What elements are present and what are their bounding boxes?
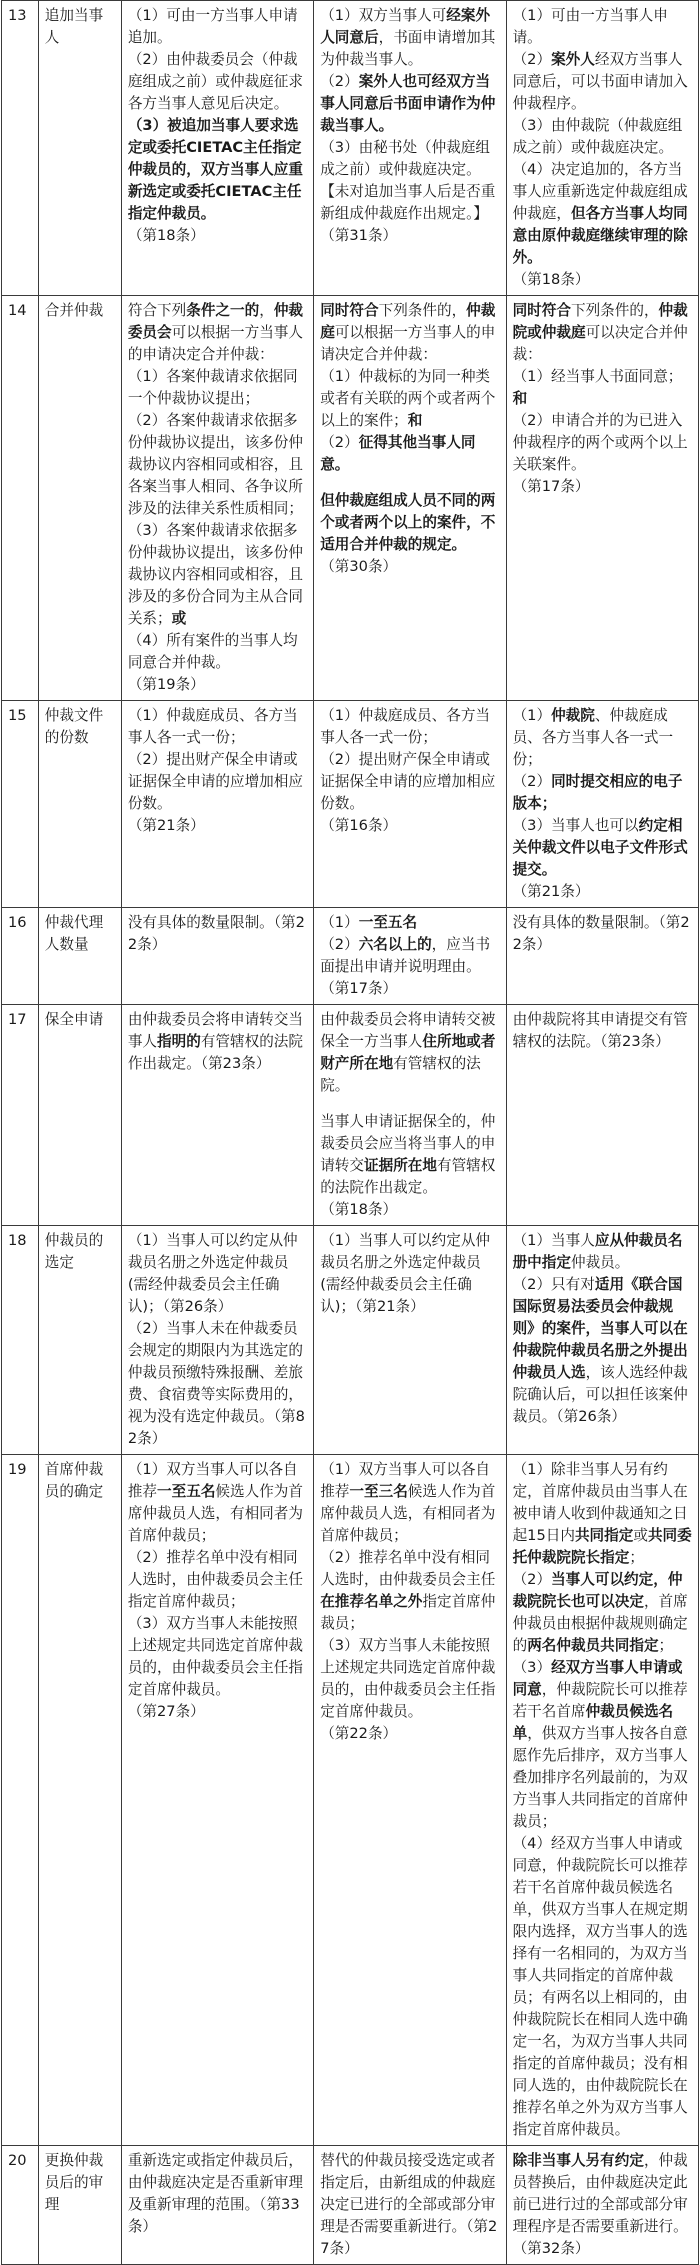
emphasized-text: 仲裁委员会 xyxy=(127,302,304,341)
clause-text: （第18条） xyxy=(127,227,205,244)
clause-text: ，仲裁员替换后，由仲裁庭决定此前已进行过的全部或部分审理程序是否需要重新进行。（第32条） xyxy=(512,2152,688,2257)
clause-text: 有管辖权的法院。 xyxy=(320,1055,481,1094)
clause-text: 或 xyxy=(633,1527,648,1544)
rule-column-2-cell xyxy=(314,908,506,1005)
clause-text: （1）当事人 xyxy=(512,1232,595,1249)
clause-paragraph xyxy=(320,490,499,556)
clause-text: 可以根据一方当事人的申请决定合并仲裁： xyxy=(320,324,496,363)
clause-paragraph xyxy=(128,1230,307,1318)
clause-paragraph xyxy=(513,115,692,159)
clause-text: 符合下列 xyxy=(127,302,187,319)
row-number: 16 xyxy=(2,908,39,1005)
clause-paragraph xyxy=(128,1318,307,1450)
clause-paragraph xyxy=(513,2150,692,2260)
clause-paragraph xyxy=(128,366,307,410)
clause-text: （4）所有案件的当事人均同意合并仲裁。 xyxy=(127,632,298,671)
emphasized-text: 住所地或者财产所在地 xyxy=(320,1033,496,1072)
row-topic: 合并仲裁 xyxy=(38,296,121,701)
row-topic: 更换仲裁员后的审理 xyxy=(38,2146,121,2265)
clause-paragraph xyxy=(513,1274,692,1428)
clause-paragraph xyxy=(128,1701,307,1723)
clause-text: （1）双方当事人可以各自推荐 xyxy=(320,1461,491,1500)
clause-paragraph xyxy=(128,815,307,837)
clause-paragraph xyxy=(320,300,499,366)
clause-paragraph xyxy=(513,705,692,771)
clause-text: 重新选定或指定仲裁员后，由仲裁庭决定是否重新审理及重新审理的范围。（第33条） xyxy=(127,2152,303,2235)
clause-text: 由仲裁委员会将申请转交当事人 xyxy=(127,1011,303,1050)
clause-text: （1）除非当事人另有约定，首席仲裁员由当事人在被申请人收到仲裁通知之日起15日内 xyxy=(512,1461,688,1544)
clause-paragraph xyxy=(513,410,692,476)
clause-text: （第27条） xyxy=(127,1703,205,1720)
clause-paragraph xyxy=(320,1547,499,1635)
clause-paragraph xyxy=(128,225,307,247)
clause-text: 指定首席仲裁员； xyxy=(320,1593,496,1632)
clause-paragraph xyxy=(513,912,692,956)
clause-text: （3）双方当事人未能按照上述规定共同选定首席仲裁员的，由仲裁委员会主任指定首席仲裁员。 xyxy=(320,1637,496,1720)
clause-text: （2）提出财产保全申请或证据保全申请的应增加相应份数。 xyxy=(127,751,303,812)
clause-paragraph xyxy=(513,1459,692,1569)
clause-paragraph xyxy=(128,1547,307,1613)
clause-paragraph xyxy=(513,1230,692,1274)
clause-text: （1）双方当事人可以各自推荐 xyxy=(127,1461,298,1500)
clause-paragraph xyxy=(320,934,499,978)
clause-paragraph xyxy=(320,1199,499,1221)
clause-text: ， xyxy=(259,302,274,319)
clause-paragraph xyxy=(320,556,499,578)
clause-text: （4）经双方当事人申请或同意，仲裁院院长可以推荐若干名首席仲裁员候选名单，供双方当事人在规定期限内选择，双方当事人的选择有一名相同的，为双方当事人共同指定的首席仲裁员；有两名以上相同的，由仲裁院院长在相同人选中确定一名，为双方当事人共同指定的首席仲裁员；没有相同人选的，由仲裁院院长在推荐名单之外为双方当事人指定首席仲裁员。 xyxy=(512,1835,688,2138)
rule-column-1-cell xyxy=(121,1455,313,2146)
rules-comparison-table xyxy=(1,0,699,2265)
clause-paragraph xyxy=(128,520,307,630)
clause-paragraph xyxy=(513,771,692,815)
clause-paragraph xyxy=(320,432,499,476)
clause-text: （第17条） xyxy=(320,980,398,997)
clause-paragraph xyxy=(513,269,692,291)
clause-text: 有管辖权的法院作出裁定。 xyxy=(320,1157,496,1196)
rule-column-3-cell xyxy=(506,701,698,908)
row-topic: 仲裁文件的份数 xyxy=(38,701,121,908)
row-topic: 保全申请 xyxy=(38,1005,121,1226)
clause-text: （1） xyxy=(320,914,359,931)
emphasized-text: 征得其他当事人同意。 xyxy=(320,434,476,473)
clause-paragraph xyxy=(513,300,692,366)
clause-paragraph xyxy=(320,749,499,815)
clause-text: （1）可由一方当事人申请追加。 xyxy=(127,7,298,46)
clause-text: （2）推荐名单中没有相同人选时，由仲裁委员会主任 xyxy=(320,1549,496,1588)
clause-paragraph xyxy=(128,1009,307,1075)
row-number: 19 xyxy=(2,1455,39,2146)
clause-text: 可以根据一方当事人的申请决定合并仲裁： xyxy=(127,324,303,363)
clause-text: （2）申请合并的为已进入仲裁程序的两个或两个以上关联案件。 xyxy=(512,412,688,473)
clause-paragraph xyxy=(128,705,307,749)
emphasized-text: 仲裁院 xyxy=(551,707,595,724)
clause-text: （2）推荐名单中没有相同人选时，由仲裁委员会主任指定首席仲裁员； xyxy=(127,1549,303,1610)
emphasized-text: 六名以上的 xyxy=(358,936,432,953)
emphasized-text: 同时符合 xyxy=(512,302,571,319)
clause-text: （2） xyxy=(320,936,359,953)
clause-paragraph xyxy=(513,366,692,388)
clause-paragraph xyxy=(128,300,307,366)
clause-paragraph xyxy=(128,410,307,520)
clause-paragraph xyxy=(320,366,499,432)
rule-column-3-cell xyxy=(506,1,698,296)
clause-paragraph xyxy=(320,225,499,247)
emphasized-text: 案外人也可经双方当事人同意后书面申请作为仲裁当事人。 xyxy=(320,73,496,134)
table-row xyxy=(2,701,699,908)
emphasized-text: 证据所在地 xyxy=(364,1157,437,1174)
clause-text: 可以决定合并仲裁： xyxy=(512,324,688,363)
clause-text: （1）仲裁庭成员、各方当事人各一式一份； xyxy=(320,707,491,746)
clause-text: ，供双方当事人按各自意愿作先后排序，双方当事人叠加排序名列最前的，为双方当事人共同指定的首席仲裁员； xyxy=(512,1725,688,1830)
clause-paragraph xyxy=(320,1635,499,1723)
table-row xyxy=(2,2146,699,2265)
clause-text: （2）当事人未在仲裁委员会规定的期限内为其选定的仲裁员预缴特殊报酬、差旅费、食宿费等实际费用的，视为没有选定仲裁员。（第82条） xyxy=(127,1320,305,1447)
clause-paragraph xyxy=(128,912,307,956)
clause-text: （1）可由一方当事人申请。 xyxy=(512,7,668,46)
clause-paragraph xyxy=(320,1111,499,1199)
clause-paragraph xyxy=(513,1569,692,1657)
clause-paragraph xyxy=(320,1009,499,1097)
emphasized-text: （3）被追加当事人要求选定或委托CIETAC主任指定仲裁员的，双方当事人应重新选定或委托CIETAC主任指定仲裁员。 xyxy=(127,117,303,222)
rule-column-3-cell xyxy=(506,1455,698,2146)
clause-text: （3）双方当事人未能按照上述规定共同选定首席仲裁员的，由仲裁委员会主任指定首席仲裁员。 xyxy=(127,1615,303,1698)
rule-column-2-cell xyxy=(314,296,506,701)
rule-column-3-cell xyxy=(506,296,698,701)
table-body xyxy=(2,1,699,2265)
emphasized-text: 经案外人同意后 xyxy=(320,7,491,46)
clause-text: 有管辖权的法院作出裁定。（第23条） xyxy=(127,1033,303,1072)
rule-column-1-cell xyxy=(121,296,313,701)
clause-paragraph xyxy=(513,159,692,269)
clause-text: （2）由仲裁委员会（仲裁庭组成之前）或仲裁庭征求各方当事人意见后决定。 xyxy=(127,51,303,112)
emphasized-text: 除非当事人另有约定 xyxy=(512,2152,644,2169)
clause-text: （第21条） xyxy=(512,883,590,900)
rule-column-1-cell xyxy=(121,1005,313,1226)
emphasized-text: 或 xyxy=(171,610,187,627)
clause-text: 由仲裁委员会将申请转交被保全一方当事人 xyxy=(320,1011,496,1050)
emphasized-text: 共同委托仲裁院院长指定 xyxy=(512,1527,692,1566)
clause-text: （3）由秘书处（仲裁庭组成之前）或仲裁庭决定。 xyxy=(320,139,491,178)
clause-text: （1）双方当事人可 xyxy=(320,7,447,24)
row-number: 15 xyxy=(2,701,39,908)
clause-text: （3）由仲裁院（仲裁庭组成之前）或仲裁庭决定。 xyxy=(512,117,683,156)
clause-text: （1）各案仲裁请求依据同一个仲裁协议提出； xyxy=(127,368,298,407)
emphasized-text: 但各方当事人均同意由原仲裁庭继续审理的除外。 xyxy=(512,205,688,266)
clause-paragraph xyxy=(128,5,307,49)
clause-text: （第17条） xyxy=(512,478,590,495)
clause-text: （第22条） xyxy=(320,1725,398,1742)
clause-text: （第19条） xyxy=(127,676,205,693)
clause-text: 经双方当事人同意后，可以书面申请加入仲裁程序。 xyxy=(512,51,688,112)
clause-paragraph xyxy=(128,49,307,115)
rule-column-3-cell xyxy=(506,908,698,1005)
row-topic: 仲裁员的选定 xyxy=(38,1226,121,1455)
clause-text: 没有具体的数量限制。（第22条） xyxy=(512,914,690,953)
emphasized-text: 同时提交相应的电子版本； xyxy=(512,773,683,812)
clause-text: （3）当事人也可以 xyxy=(512,817,639,834)
clause-paragraph xyxy=(128,2150,307,2238)
clause-text: 仲裁员。 xyxy=(570,1254,630,1271)
row-topic: 仲裁代理人数量 xyxy=(38,908,121,1005)
rule-column-1-cell xyxy=(121,2146,313,2265)
emphasized-text: 共同指定 xyxy=(574,1527,634,1544)
clause-paragraph xyxy=(320,2150,499,2260)
rule-column-2-cell xyxy=(314,1005,506,1226)
emphasized-text: 仲裁庭 xyxy=(320,302,496,341)
clause-text: （1）经当事人书面同意； xyxy=(512,368,683,385)
clause-text: ； xyxy=(629,1549,644,1566)
emphasized-text: 一至三名 xyxy=(349,1483,408,1500)
clause-text: （2）只有对 xyxy=(512,1276,595,1293)
clause-paragraph xyxy=(513,388,692,410)
clause-paragraph xyxy=(513,1833,692,2141)
clause-text: （1）当事人可以约定从仲裁员名册之外选定仲裁员(需经仲裁委员会主任确认)；（第26条） xyxy=(127,1232,298,1315)
row-topic: 追加当事人 xyxy=(38,1,121,296)
clause-text: ，应当书面提出申请并说明理由。 xyxy=(320,936,491,975)
clause-text: 候选人作为首席仲裁员人选，有相同者为首席仲裁员； xyxy=(320,1483,496,1544)
emphasized-text: 当事人可以约定，仲裁院院长也可以决定 xyxy=(512,1571,683,1610)
rule-column-3-cell xyxy=(506,2146,698,2265)
clause-text: （1）当事人可以约定从仲裁员名册之外选定仲裁员(需经仲裁委员会主任确认)；（第21条） xyxy=(320,1232,491,1315)
emphasized-text: 和 xyxy=(407,412,423,429)
clause-paragraph xyxy=(320,5,499,71)
rule-column-3-cell xyxy=(506,1226,698,1455)
clause-text: （2） xyxy=(512,51,552,68)
rule-column-1-cell xyxy=(121,1226,313,1455)
clause-text: （3）各案仲裁请求依据多份仲裁协议提出，该多份仲裁协议内容相同或相容，且涉及的多份合同为主从合同关系； xyxy=(127,522,303,627)
emphasized-text: 适用《联合国国际贸易法委员会仲裁规则》的案件，当事人可以在仲裁院仲裁员名册之外提出仲裁员人选 xyxy=(512,1276,688,1381)
emphasized-text: 案外人 xyxy=(551,51,595,68)
clause-paragraph xyxy=(320,181,499,225)
emphasized-text: 和 xyxy=(512,390,528,407)
clause-text: （1）仲裁庭成员、各方当事人各一式一份； xyxy=(127,707,298,746)
clause-paragraph xyxy=(513,815,692,881)
clause-paragraph xyxy=(320,1459,499,1547)
clause-paragraph xyxy=(320,1723,499,1745)
clause-text: ，该人选经仲裁院确认后，可以担任该案仲裁员。（第26条） xyxy=(512,1364,688,1425)
clause-text: 由仲裁院将其申请提交有管辖权的法院。（第23条） xyxy=(512,1011,688,1050)
rule-column-1-cell xyxy=(121,908,313,1005)
clause-text: ，仲裁院院长可以推荐若干名首席 xyxy=(512,1681,688,1720)
clause-text: （1） xyxy=(512,707,552,724)
clause-text: 下列条件的， xyxy=(378,302,467,319)
clause-text: （2） xyxy=(320,434,359,451)
clause-text: （第30条） xyxy=(320,558,398,575)
table-row xyxy=(2,1005,699,1226)
clause-text: （1）仲裁标的为同一种类或者有关联的两个或者两个以上的案件； xyxy=(320,368,496,429)
row-number: 17 xyxy=(2,1005,39,1226)
clause-paragraph xyxy=(320,71,499,137)
emphasized-text: 在推荐名单之外 xyxy=(320,1593,423,1610)
table-row xyxy=(2,296,699,701)
clause-text: 当事人申请证据保全的，仲裁委员会应当将当事人的申请转交 xyxy=(320,1113,496,1174)
clause-paragraph xyxy=(128,115,307,225)
clause-paragraph xyxy=(513,881,692,903)
emphasized-text: 同时符合 xyxy=(320,302,379,319)
emphasized-text: 一至五名 xyxy=(157,1483,216,1500)
clause-text: （2）提出财产保全申请或证据保全申请的应增加相应份数。 xyxy=(320,751,496,812)
row-number: 14 xyxy=(2,296,39,701)
clause-text: ； xyxy=(658,1637,674,1654)
emphasized-text: 条件之一的 xyxy=(186,302,260,319)
row-topic: 首席仲裁员的确定 xyxy=(38,1455,121,2146)
clause-text: （第18条） xyxy=(320,1201,398,1218)
table-row xyxy=(2,908,699,1005)
rule-column-3-cell xyxy=(506,1005,698,1226)
clause-text: （3） xyxy=(512,1659,552,1676)
clause-paragraph xyxy=(320,815,499,837)
clause-text: 候选人作为首席仲裁员人选，有相同者为首席仲裁员； xyxy=(127,1483,303,1544)
emphasized-text: 两名仲裁员共同指定 xyxy=(527,1637,659,1654)
clause-text: （第18条） xyxy=(512,271,590,288)
clause-paragraph xyxy=(128,630,307,674)
table-row xyxy=(2,1226,699,1455)
rule-column-2-cell xyxy=(314,2146,506,2265)
rule-column-2-cell xyxy=(314,1226,506,1455)
emphasized-text: 约定相关仲裁文件以电子文件形式提交。 xyxy=(512,817,688,878)
emphasized-text: 仲裁院或仲裁庭 xyxy=(512,302,688,341)
clause-text: （第21条） xyxy=(127,817,205,834)
emphasized-text: 一至五名 xyxy=(358,914,418,931)
clause-paragraph xyxy=(513,476,692,498)
row-number: 20 xyxy=(2,2146,39,2265)
row-number: 18 xyxy=(2,1226,39,1455)
rule-column-1-cell xyxy=(121,701,313,908)
clause-paragraph xyxy=(513,1009,692,1053)
clause-text: 、仲裁庭成员、各方当事人各一式一份； xyxy=(512,707,674,768)
rule-column-2-cell xyxy=(314,701,506,908)
clause-paragraph xyxy=(320,137,499,181)
clause-text: （2）各案仲裁请求依据多份仲裁协议提出，该多份仲裁协议内容相同或相容，且各案当事人相同、各争议所涉及的法律关系性质相同； xyxy=(127,412,303,517)
clause-paragraph xyxy=(513,49,692,115)
clause-paragraph xyxy=(513,1657,692,1833)
table-row xyxy=(2,1455,699,2146)
rule-column-2-cell xyxy=(314,1455,506,2146)
clause-paragraph xyxy=(320,978,499,1000)
row-number: 13 xyxy=(2,1,39,296)
clause-text: ，首席仲裁员由根据仲裁规则确定的 xyxy=(512,1593,688,1654)
emphasized-text: 指明的 xyxy=(157,1033,201,1050)
clause-text: （2） xyxy=(512,773,552,790)
emphasized-text: 但仲裁庭组成人员不同的两个或者两个以上的案件，不适用合并仲裁的规定。 xyxy=(320,492,496,553)
clause-text: 【未对追加当事人后是否重新组成仲裁庭作出规定。】 xyxy=(320,183,496,222)
clause-paragraph xyxy=(128,1459,307,1547)
clause-text: 替代的仲裁员接受选定或者指定后，由新组成的仲裁庭决定已进行的全部或部分审理是否需要重新进行。（第27条） xyxy=(320,2152,498,2257)
clause-paragraph xyxy=(128,674,307,696)
emphasized-text: 经双方当事人申请或同意 xyxy=(512,1659,683,1698)
clause-paragraph xyxy=(513,5,692,49)
clause-text: 没有具体的数量限制。（第22条） xyxy=(127,914,305,953)
rule-column-1-cell xyxy=(121,1,313,296)
clause-text: 下列条件的， xyxy=(570,302,659,319)
clause-paragraph xyxy=(128,1613,307,1701)
clause-text: （第31条） xyxy=(320,227,398,244)
clause-text: （4）决定追加的，各方当事人应重新选定仲裁庭组成仲裁庭， xyxy=(512,161,688,222)
clause-paragraph xyxy=(320,705,499,749)
clause-text: ，书面申请增加其为仲裁当事人。 xyxy=(320,29,496,68)
table-row xyxy=(2,1,699,296)
rule-column-2-cell xyxy=(314,1,506,296)
clause-paragraph xyxy=(128,749,307,815)
emphasized-text: 应从仲裁员名册中指定 xyxy=(512,1232,683,1271)
clause-text: （第16条） xyxy=(320,817,398,834)
emphasized-text: 仲裁员候选名单 xyxy=(512,1703,674,1742)
clause-paragraph xyxy=(320,1230,499,1318)
clause-text: （2） xyxy=(320,73,359,90)
clause-paragraph xyxy=(320,912,499,934)
clause-text: （2） xyxy=(512,1571,552,1588)
